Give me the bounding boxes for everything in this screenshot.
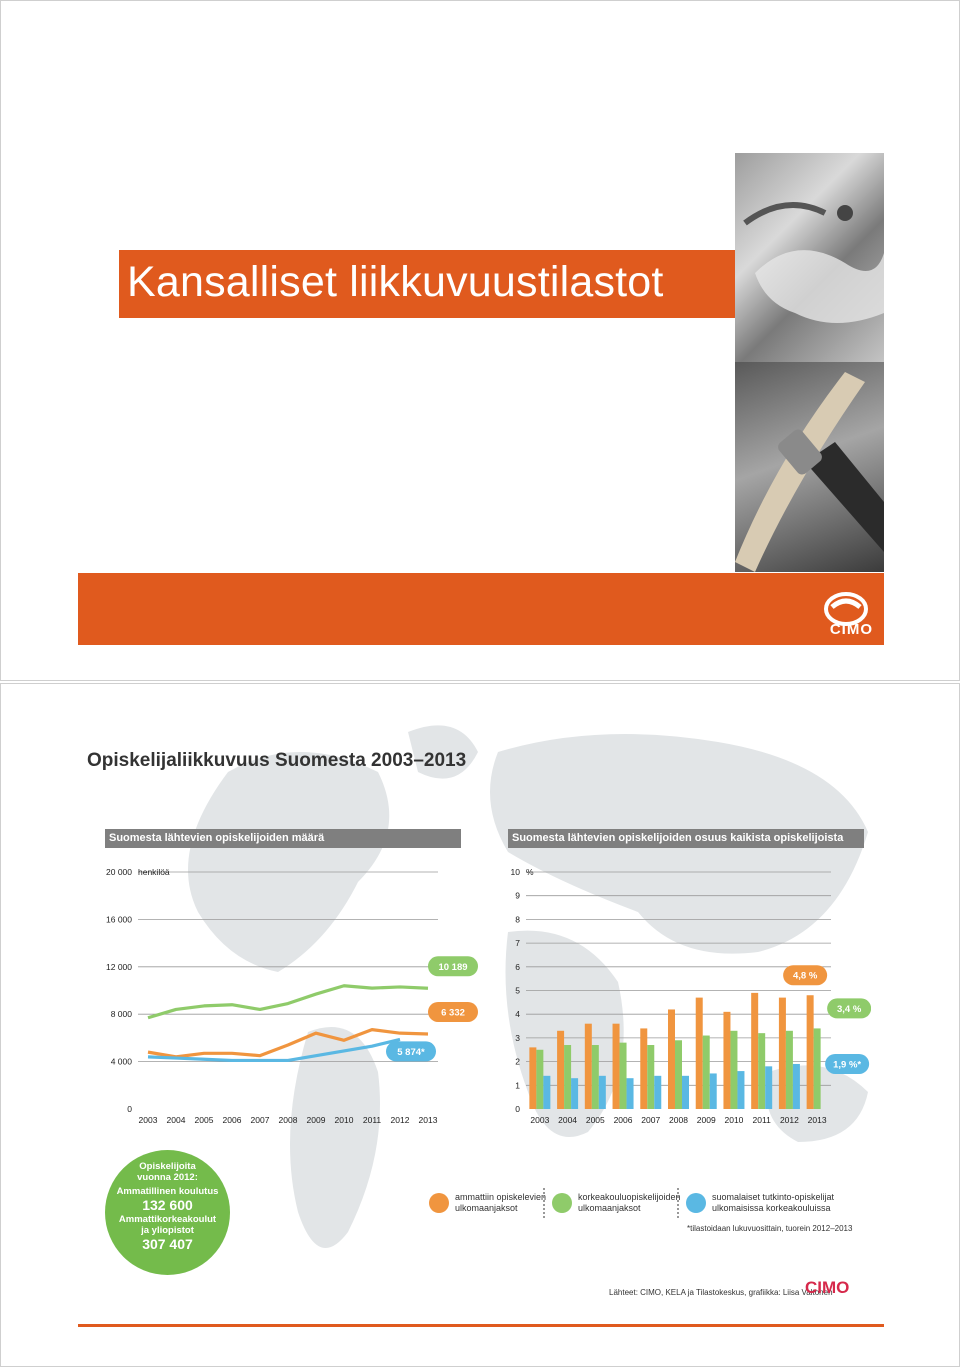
cimo-logo-text: CIMO [829, 621, 873, 638]
bar [786, 1031, 793, 1109]
y-tick-label: 12 000 [106, 961, 132, 972]
bar [627, 1078, 634, 1109]
x-tick-label: 2005 [194, 1115, 214, 1125]
legend-dot-blue-icon [686, 1193, 706, 1213]
info-line-2: vuonna 2012: [137, 1172, 198, 1183]
bar [543, 1076, 550, 1109]
legend-label: ulkomaanjaksot [578, 1203, 641, 1213]
bar [571, 1078, 578, 1109]
bar [564, 1045, 571, 1109]
right-panel-title: Suomesta lähtevien opiskelijoiden osuus kaikista opiskelijoista [508, 829, 864, 848]
y-tick-label: 0 [127, 1104, 132, 1114]
legend-label: ulkomaanjaksot [455, 1203, 518, 1213]
x-tick-label: 2013 [418, 1115, 438, 1125]
x-tick-label: 2006 [222, 1115, 242, 1125]
bar [758, 1033, 765, 1109]
y-tick-label: 6 [515, 961, 520, 972]
students-info-circle [105, 1150, 230, 1275]
x-tick-label: 2003 [530, 1115, 550, 1125]
x-tick-label: 2011 [362, 1115, 382, 1125]
bar [793, 1064, 800, 1109]
y-tick-label: 4 000 [110, 1056, 132, 1067]
bar [592, 1045, 599, 1109]
bar [730, 1031, 737, 1109]
legend-item-degree-students [686, 1186, 834, 1220]
legend-dot-green-icon [552, 1193, 572, 1213]
legend-divider [677, 1188, 679, 1218]
bar [557, 1031, 564, 1109]
y-axis-unit: henkilöä [138, 867, 170, 877]
legend-item-vocational [429, 1186, 546, 1220]
bar [696, 998, 703, 1109]
legend-divider [543, 1188, 545, 1218]
bar [779, 998, 786, 1109]
footnote: *tilastoidaan lukuvuosittain, tuorein 2012–2013 [687, 1224, 853, 1233]
x-tick-label: 2004 [166, 1115, 186, 1125]
y-tick-label: 4 [515, 1009, 520, 1020]
bar [620, 1043, 627, 1109]
x-tick-label: 2013 [807, 1115, 827, 1125]
x-tick-label: 2004 [558, 1115, 578, 1125]
info-line-3: Ammatillinen koulutus [116, 1186, 219, 1197]
bar [529, 1047, 536, 1109]
bottom-accent-line [78, 1324, 884, 1327]
info-line-4: Ammattikorkeakoulut [118, 1214, 217, 1225]
infographic-title: Opiskelijaliikkuvuus Suomesta 2003–2013 [87, 750, 467, 771]
x-tick-label: 2005 [585, 1115, 605, 1125]
title-slide [0, 0, 960, 681]
x-tick-label: 2008 [669, 1115, 688, 1125]
cimo-logo-text: CIMO [805, 1278, 850, 1297]
x-tick-label: 2009 [696, 1115, 716, 1125]
line-chart [101, 864, 481, 1134]
bar [723, 1012, 730, 1109]
bar [654, 1076, 661, 1109]
bar [807, 995, 814, 1109]
bar [675, 1040, 682, 1109]
callout-label: 1,9 %* [833, 1059, 862, 1071]
legend-label: korkeakouluopiskelijoiden [578, 1192, 681, 1202]
bar [599, 1076, 606, 1109]
metal-shapes-image [735, 153, 884, 362]
callout-label: 5 874* [397, 1046, 425, 1058]
y-axis-unit: % [526, 867, 534, 877]
legend-item-higher-ed [552, 1186, 681, 1220]
x-tick-label: 2012 [779, 1115, 799, 1125]
x-tick-label: 2010 [724, 1115, 744, 1125]
y-tick-label: 16 000 [106, 914, 132, 925]
bottom-orange-bar [78, 573, 884, 645]
callout-label: 3,4 % [836, 1003, 862, 1015]
legend-label: ammattiin opiskelevien [455, 1192, 547, 1202]
callout-label: 10 189 [438, 961, 468, 973]
photo-tool [735, 362, 884, 572]
tool-image [735, 362, 884, 572]
x-tick-label: 2012 [390, 1115, 410, 1125]
x-tick-label: 2006 [613, 1115, 633, 1125]
callout-label: 4,8 % [792, 970, 818, 982]
x-tick-label: 2011 [752, 1115, 771, 1125]
y-tick-label: 3 [515, 1032, 520, 1043]
legend-dot-orange-icon [429, 1193, 449, 1213]
x-tick-label: 2007 [250, 1115, 270, 1125]
bar [703, 1036, 710, 1109]
legend-label: ulkomaisissa korkeakouluissa [712, 1203, 831, 1213]
bar [536, 1050, 543, 1109]
bar [710, 1073, 717, 1109]
bar [682, 1076, 689, 1109]
x-tick-label: 2008 [278, 1115, 298, 1125]
series-line [148, 986, 428, 1018]
y-tick-label: 1 [515, 1080, 520, 1091]
slide-title: Kansalliset liikkuvuustilastot [127, 258, 664, 306]
bar-chart [506, 864, 871, 1134]
x-tick-label: 2009 [306, 1115, 326, 1125]
bar [751, 993, 758, 1109]
bar [765, 1066, 772, 1109]
infographic-slide [0, 683, 960, 1367]
y-tick-label: 0 [515, 1104, 520, 1114]
y-tick-label: 5 [515, 985, 520, 996]
info-value-1: 132 600 [142, 1197, 193, 1213]
bar [640, 1028, 647, 1109]
y-tick-label: 8 [515, 914, 520, 925]
info-line-5: ja yliopistot [141, 1225, 194, 1236]
info-value-2: 307 407 [142, 1236, 193, 1252]
bar [814, 1028, 821, 1109]
y-tick-label: 2 [515, 1056, 520, 1067]
x-tick-label: 2007 [641, 1115, 661, 1125]
x-tick-label: 2010 [334, 1115, 354, 1125]
callout-label: 6 332 [441, 1007, 465, 1019]
title-bar [119, 250, 739, 318]
x-tick-label: 2003 [138, 1115, 158, 1125]
left-panel-title: Suomesta lähtevien opiskelijoiden määrä [105, 829, 461, 848]
bar [668, 1009, 675, 1109]
source-text: Lähteet: CIMO, KELA ja Tilastokeskus, grafiikka: Liisa Valtonen [609, 1288, 833, 1297]
bar [613, 1024, 620, 1109]
bar [737, 1071, 744, 1109]
photo-metal-shapes [735, 153, 884, 362]
y-tick-label: 8 000 [110, 1009, 132, 1020]
y-tick-label: 9 [515, 890, 520, 901]
info-line-1: Opiskelijoita [139, 1161, 196, 1172]
bar [585, 1024, 592, 1109]
legend-label: suomalaiset tutkinto-opiskelijat [712, 1192, 835, 1202]
bar [647, 1045, 654, 1109]
y-tick-label: 10 [510, 867, 520, 877]
y-tick-label: 20 000 [106, 867, 132, 877]
y-tick-label: 7 [515, 938, 520, 949]
